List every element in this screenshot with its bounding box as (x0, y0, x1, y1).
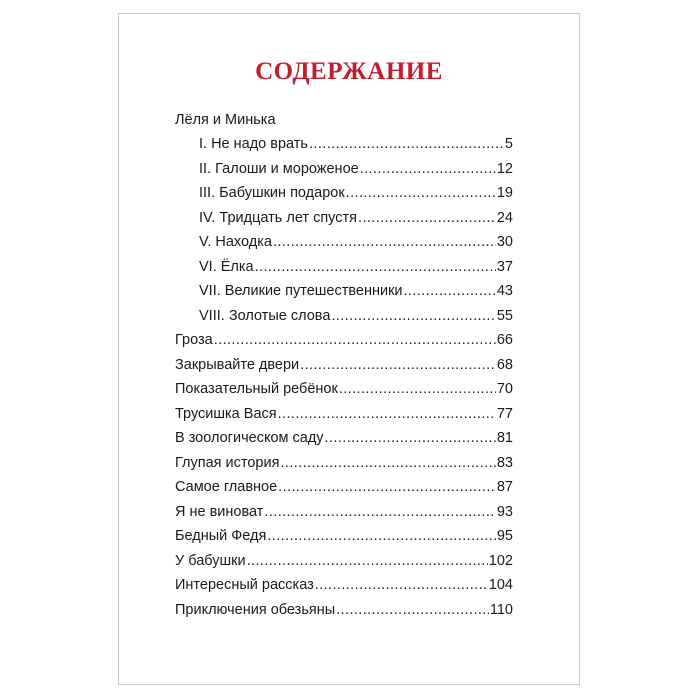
dot-leader (255, 259, 496, 275)
page-title: СОДЕРЖАНИЕ (255, 58, 443, 85)
book-page (118, 13, 580, 685)
dot-leader (214, 332, 496, 348)
dot-leader (278, 406, 496, 422)
toc-entry (175, 504, 513, 522)
toc-entry-title: Самое главное (175, 479, 278, 495)
toc-entry-title: VIII. Золотые слова (199, 307, 331, 324)
toc-entry (199, 283, 513, 301)
toc-entry-page-number: 37 (496, 258, 513, 275)
toc-entry (199, 185, 513, 203)
toc-entry-page-number: 81 (496, 430, 513, 446)
toc-entry (199, 161, 513, 179)
toc-entry-title: В зоологическом саду (175, 430, 324, 446)
toc-entry-page-number: 87 (496, 479, 513, 495)
toc-entry-title: Глупая история (175, 454, 280, 471)
toc-entry-page-number: 12 (496, 160, 513, 177)
dot-leader (247, 553, 488, 569)
dot-leader (267, 528, 495, 544)
toc-entry-page-number: 55 (496, 307, 513, 324)
toc-entry-page-number: 66 (496, 332, 513, 348)
dot-leader (315, 577, 488, 593)
dot-leader (264, 504, 495, 520)
toc-entry (199, 210, 513, 228)
dot-leader (360, 161, 496, 177)
dot-leader (331, 308, 495, 324)
toc-entry (175, 430, 513, 448)
toc-entry (175, 577, 513, 595)
toc-entry (175, 528, 513, 546)
toc-entry-title: II. Галоши и мороженое (199, 160, 359, 177)
dot-leader (300, 357, 496, 373)
toc-entry-page-number: 77 (496, 405, 513, 422)
toc-entry-page-number: 110 (489, 601, 513, 618)
dot-leader (325, 430, 496, 446)
toc-entry-title: Интересный рассказ (175, 577, 314, 593)
toc-entry-title: Трусишка Вася (175, 405, 277, 422)
toc-entry-title: Я не виноват (175, 503, 264, 520)
toc-entry-title: IV. Тридцать лет спустя (199, 209, 358, 226)
dot-leader (309, 136, 504, 152)
toc-entry (199, 136, 513, 154)
dot-leader (273, 234, 496, 250)
toc-entry (199, 259, 513, 277)
toc-entry-page-number: 24 (496, 209, 513, 226)
toc-entry (175, 381, 513, 399)
toc-entry (199, 308, 513, 326)
toc-entry-page-number: 104 (488, 577, 513, 593)
toc-entry-title: Приключения обезьяны (175, 601, 336, 618)
dot-leader (346, 185, 496, 201)
toc-entry (175, 332, 513, 350)
dot-leader (339, 381, 496, 397)
toc-entry-title: III. Бабушкин подарок (199, 185, 345, 201)
toc-entry (175, 479, 513, 497)
toc-entry-title: VII. Великие путешественники (199, 283, 403, 299)
dot-leader (280, 455, 495, 471)
toc-entry (175, 406, 513, 424)
toc-entry-page-number: 68 (496, 356, 513, 373)
toc-entry-page-number: 83 (496, 454, 513, 471)
toc-entry-page-number: 43 (496, 283, 513, 299)
dot-leader (336, 602, 489, 618)
toc-entry-title: Бедный Федя (175, 528, 267, 544)
toc-entry-title: Гроза (175, 332, 213, 348)
toc-entry-title: VI. Ёлка (199, 258, 254, 275)
dot-leader (278, 479, 496, 495)
toc-entry-page-number: 30 (496, 234, 513, 250)
toc-entry-title: V. Находка (199, 234, 272, 250)
toc-entry (175, 553, 513, 571)
dot-leader (404, 283, 496, 299)
dot-leader (358, 210, 496, 226)
toc-entry-title: У бабушки (175, 552, 246, 569)
toc-entry-page-number: 102 (488, 552, 513, 569)
toc-entry-title: Закрывайте двери (175, 356, 300, 373)
toc-entry (175, 602, 513, 620)
section-heading: Лёля и Минька (175, 112, 276, 128)
toc-entry (175, 357, 513, 375)
toc-entry-title: I. Не надо врать (199, 136, 308, 152)
toc-entry-title: Показательный ребёнок (175, 381, 338, 397)
toc-entry-page-number: 95 (496, 528, 513, 544)
toc-entry-page-number: 5 (504, 136, 513, 152)
toc-entry-page-number: 70 (496, 381, 513, 397)
toc-entry-page-number: 19 (496, 185, 513, 201)
toc-list (119, 14, 579, 684)
toc-entry (199, 234, 513, 252)
toc-entry (175, 455, 513, 473)
toc-entry-page-number: 93 (496, 503, 513, 520)
